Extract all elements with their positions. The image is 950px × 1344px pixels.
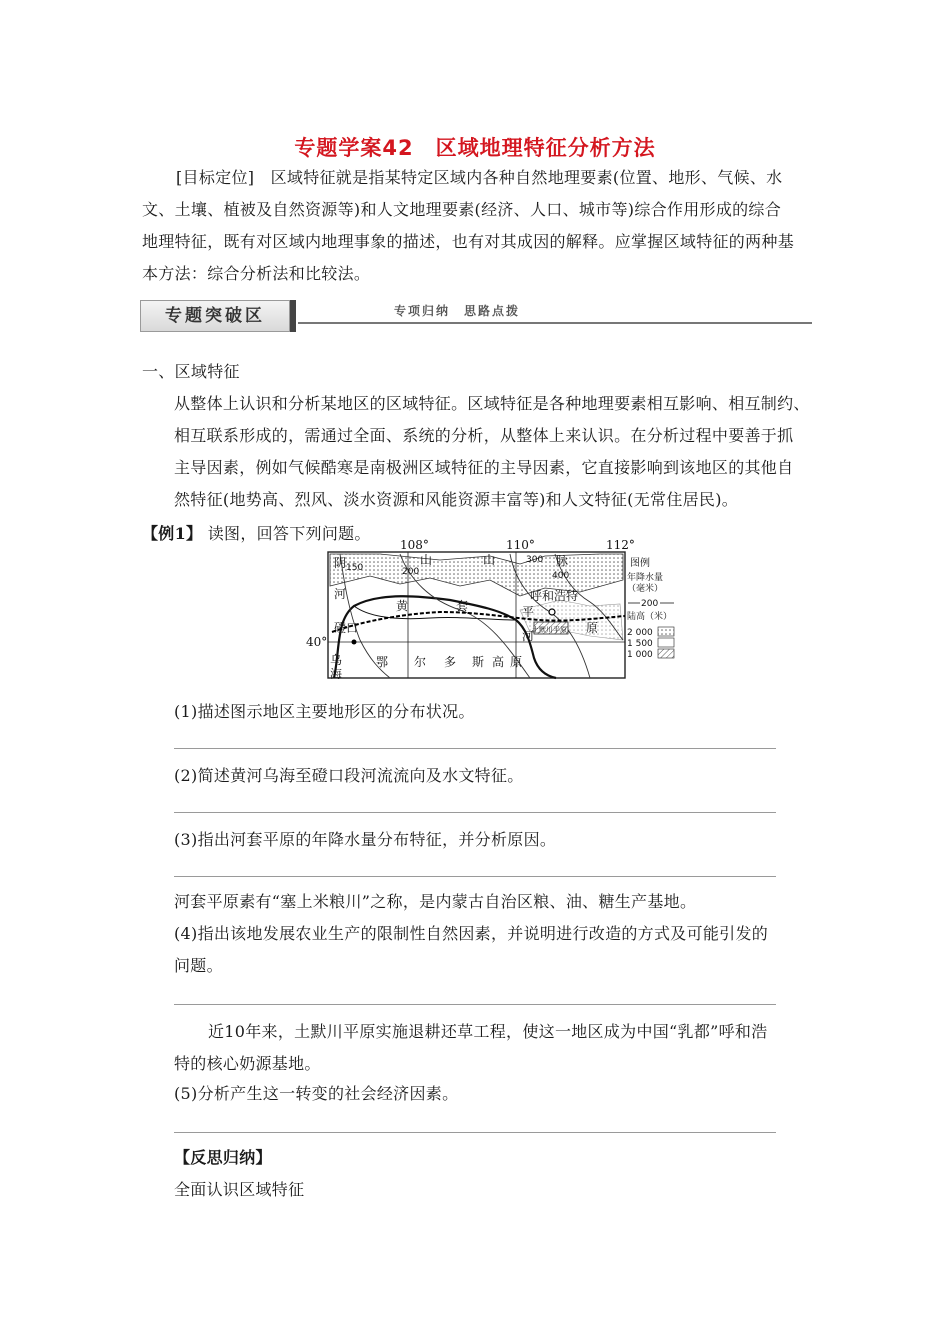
contour-200: 200 [402, 567, 420, 577]
banner-bar [290, 300, 296, 332]
answer-line-3 [174, 876, 776, 877]
banner-subtitle: 专项归纳 思路点拨 [394, 304, 521, 318]
label-si: 斯 [472, 655, 485, 669]
legend-precip-1: 年降水量 [627, 573, 664, 583]
section-heading: 一、区域特征 [142, 362, 240, 381]
map-legend [627, 556, 674, 660]
legend-precip-2: （毫米） [627, 584, 664, 594]
label-mai: 脉 [556, 554, 569, 568]
city-hohhot [549, 609, 555, 615]
legend-e2: 1 500 [627, 639, 653, 649]
label-gao: 高 [492, 655, 505, 669]
label-dengkou: 磴口 [334, 621, 359, 635]
label-hohhot: 呼和浩特 [530, 589, 579, 603]
question-3: (3)指出河套平原的年降水量分布特征，并分析原因。 [174, 830, 557, 849]
legend-swatch-3 [658, 649, 674, 658]
answer-line-1 [174, 748, 776, 749]
label-wuhai1: 乌 [330, 653, 343, 667]
label-tumd: 土默川平原 [532, 626, 567, 634]
lon-112: 112° [606, 538, 635, 552]
banner-rule [298, 322, 812, 324]
lat-40: 40° [306, 635, 328, 649]
note-2: 近10年来，土默川平原实施退耕还草工程，使这一地区成为中国“乳都”呼和浩 特的核心奶源基地。 [174, 1022, 768, 1073]
question-1: (1)描述图示地区主要地形区的分布状况。 [174, 702, 475, 721]
section-paragraph: 从整体上认识和分析某地区的区域特征。区域特征是各种地理要素相互影响、相互制约、 相互联系形成的，需通过全面、系统的分析，从整体上来认识。在分析过程中要善于抓 主导因素，例如气候酷寒是南极洲区域特征的主导因素，它直接影响到该地区的其他自 然特征(地势高、烈风、淡水资源和风能资源丰富等)和人文特征(无常住居民)。 [174, 394, 810, 509]
intro-line-3: 地理特征，既有对区域内地理事象的描述，也有对其成因的解释。应掌握区域特征的两种基 [142, 232, 795, 251]
section-banner [140, 300, 812, 334]
legend-swatch-1 [658, 627, 674, 636]
legend-title: 图例 [630, 558, 650, 569]
banner-title: 专题突破区 [140, 300, 290, 332]
lon-110: 110° [506, 538, 535, 552]
intro-line-1: [目标定位] 区域特征就是指某特定区域内各种自然地理要素(位置、地形、气候、水 [176, 168, 783, 187]
question-4: (4)指出该地发展农业生产的限制性自然因素，并说明进行改造的方式及可能引发的 问题。 [174, 924, 769, 975]
intro-line-2: 文、土壤、植被及自然资源等)和人文地理要素(经济、人口、城市等)综合作用形成的综合 [142, 200, 782, 219]
label-duo: 多 [444, 655, 457, 669]
label-he2: 河 [522, 629, 535, 643]
label-he1: 河 [334, 587, 347, 601]
label-e: 鄂 [376, 655, 389, 669]
label-shan2: 山 [483, 553, 496, 567]
label-ping: 平 [522, 605, 535, 619]
legend-e3: 1 000 [627, 650, 653, 660]
example-prompt: 【例1】 读图，回答下列问题。 [142, 524, 371, 543]
city-dengkou [352, 640, 357, 645]
reflect-heading: 【反思归纳】 [174, 1148, 272, 1167]
label-yuan2: 原 [586, 621, 599, 635]
contour-150: 150 [346, 563, 364, 573]
legend-swatch-2 [658, 638, 674, 647]
answer-line-2 [174, 812, 776, 813]
label-yin: 阴 [334, 556, 347, 570]
target-label: [目标定位] [176, 168, 255, 187]
lon-108: 108° [400, 538, 429, 552]
label-er: 尔 [414, 655, 427, 669]
label-huang: 黄 [396, 599, 409, 613]
contour-400: 400 [552, 571, 570, 581]
note-1: 河套平原素有“塞上米粮川”之称，是内蒙古自治区粮、油、糖生产基地。 [174, 892, 697, 911]
label-shan1: 山 [420, 553, 433, 567]
contour-300: 300 [526, 555, 544, 565]
page-title: 专题学案42 区域地理特征分析方法 [294, 136, 656, 160]
question-2: (2)简述黄河乌海至磴口段河流流向及水文特征。 [174, 766, 524, 785]
label-tao: 套 [456, 599, 469, 613]
answer-line-4 [174, 1004, 776, 1005]
question-5: (5)分析产生这一转变的社会经济因素。 [174, 1084, 459, 1103]
region-map [306, 538, 680, 682]
answer-line-5 [174, 1132, 776, 1133]
legend-elev: 陆高（米） [627, 612, 673, 622]
reflect-text: 全面认识区域特征 [174, 1180, 305, 1199]
intro-paragraph [142, 162, 812, 290]
label-yuan1: 原 [510, 655, 523, 669]
legend-iso: 200 [641, 599, 659, 609]
example-tag: 【例1】 [142, 524, 203, 543]
label-wuhai2: 海 [330, 667, 343, 681]
intro-line-4: 本方法：综合分析法和比较法。 [142, 264, 371, 283]
legend-e1: 2 000 [627, 628, 653, 638]
